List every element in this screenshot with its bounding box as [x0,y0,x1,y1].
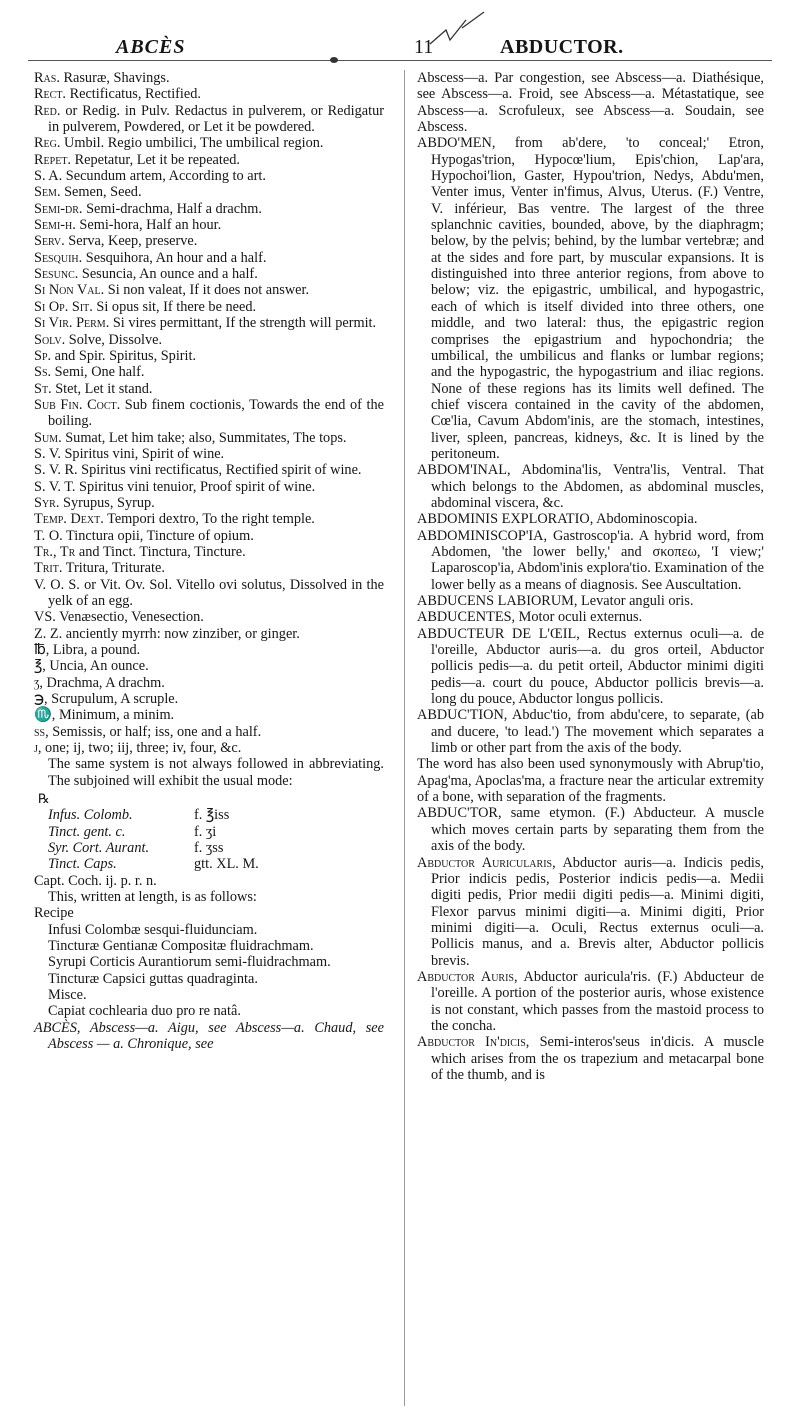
entry-headword: S. V. R. [34,462,78,479]
dictionary-entry [417,609,764,625]
entry-text: Spiritus vini rectificatus, Rectified spirit of wine. [77,462,362,479]
recipe-line: Capiat cochlearia duo pro re natâ. [48,1003,241,1020]
recipe-capt: Capt. Coch. ij. p. r. n. [34,872,157,889]
entry-text: Tritura, Triturate. [62,560,165,577]
recipe-ingredient: Tinct. Caps. [48,856,117,873]
entry-text: Abdominoscopia. [593,511,698,528]
dictionary-entry [417,855,764,969]
entry-headword: Sem. [34,184,61,201]
entry-text: Umbil. Regio umbilici, The umbilical region. [60,135,324,152]
dictionary-entry [34,266,384,282]
page-number: 11 [414,36,434,58]
entry-headword: ABDOMINISCOP'IA, [417,527,548,544]
handwritten-mark-icon [426,10,486,50]
entry-text: Venæsectio, Venesection. [55,609,204,626]
dictionary-entry [34,511,384,527]
entry-headword: Solv. [34,331,66,348]
entry-headword: Sp. [34,347,52,364]
dictionary-entry [34,642,384,658]
dictionary-entry [34,658,384,674]
entry-text: Solve, Dissolve. [65,331,163,348]
entry-text: The word has also been used synonymously with Abrup'tio, Apag'ma, Apoclas'ma, a fracture near the articular extremity of a bone, with separation of the fragments. [417,756,764,806]
recipe-row [34,824,384,840]
entry-headword: Si Vir. Perm. [34,315,110,332]
entry-text: Drachma, A drachm. [42,674,165,691]
entry-headword: ♏, [34,707,56,724]
recipe-line: Syrupi Corticis Aurantiorum semi-fluidrachmam. [48,954,331,971]
entry-headword: T. O. [34,527,63,544]
entry-text: Abduc'tio, from abdu'cere, to separate, (ab and ducere, 'to lead.') The movement which separates a limb or other part from the axis of the body. [431,707,764,757]
entry-text: Abdomina'lis, Ventra'lis, Ventral. That which belongs to the Abdomen, as abdominal muscles, abdominal viscera, &c. [431,462,764,511]
dictionary-entry [34,348,384,364]
dictionary-entry [417,1034,764,1083]
dictionary-entry [417,756,764,805]
entry-text: Abductor auricula'ris. (F.) Abducteur de l'oreille. A portion of the posterior auris, whose existence is not constant, which passes from the mastoid process to the concha. [431,968,764,1034]
dictionary-entry [34,250,384,266]
recipe-row [34,807,384,823]
dictionary-entry [34,756,384,789]
entry-headword: ℥, [34,658,46,675]
recipe-line: Tincturæ Capsici guttas quadraginta. [48,970,258,987]
entry-headword: Sub Fin. Coct. [34,396,121,413]
entry-text: anciently myrrh: now zinziber, or ginger. [62,625,300,642]
entry-headword: ss, [34,723,49,740]
dictionary-entry [417,593,764,609]
entry-headword: VS. [34,609,56,626]
entry-text: Stet, Let it stand. [51,380,153,397]
entry-headword: ABDOM'INAL, [417,462,511,479]
entry-text: Abductor auris—a. Indicis pedis, Prior indicis pedis, Posterior indicis pedis—a. Medii digiti pedis, Prior medii digiti pedis—a. Minimi digiti, Flexor parvus minimi digiti—a. Minimi digiti, Prior minimi digiti—a. Oculi, Rectus externus oculi—a. Pollicis manus, and a. Brevis alter, Abductor pollicis brevis. [431,854,764,969]
entry-headword: ABDOMINIS EXPLORATIO, [417,511,594,528]
entry-headword: j, [34,740,42,757]
entry-text: Sumat, Let him take; also, Summitates, The tops. [61,429,347,446]
dictionary-entry [417,528,764,593]
entry-text: Sesuncia, An ounce and a half. [78,266,258,283]
recipe-quantity: f. ʒi [194,823,217,840]
dictionary-entry [34,86,384,102]
entry-text: Rectus externus oculi—a. de l'oreille, Abductor auris—a. du gros orteil, Abductor pollicis pedis—a. du petit orteil, Abductor minimi digiti pedis—a. court du pouce, Abductor pollicis brevis—a. long du pouce, Abductor longus pollicis. [431,625,764,708]
entry-text: or Vit. Ov. Sol. Vitello ovi solutus, Dissolved in the yelk of an egg. [48,576,384,609]
entry-text: The same system is not always followed in abbreviating. The subjoined will exhibit the usual mode: [48,756,384,789]
entry-headword: Sum. [34,429,62,446]
dictionary-entry [34,364,384,380]
entry-headword: ABDUCTEUR DE L'ŒIL, [417,625,580,642]
recipe-ingredient: Syr. Cort. Aurant. [48,840,150,857]
entry-text: Spiritus vini tenuior, Proof spirit of wine. [75,478,316,495]
entry-headword: Si Non Val. [34,282,105,299]
entry-text: or Redig. in Pulv. Redactus in pulverem, or Redigatur in pulverem, Powdered, or Let it be powdered. [48,102,384,136]
dictionary-entry [34,201,384,217]
entry-text: Semi-hora, Half an hour. [75,217,222,234]
dictionary-entry [34,577,384,610]
entry-text: Libra, a pound. [49,642,141,659]
header-right-word: ABDUCTOR. [500,36,624,58]
right-column [404,70,764,1406]
entry-text: Scrupulum, A scruple. [47,691,179,708]
dictionary-entry [34,217,384,233]
entry-text: Semen, Seed. [60,184,142,201]
dictionary-entry [34,397,384,430]
entry-headword: Si Op. Sit. [34,298,93,315]
recipe-quantity: gtt. XL. M. [194,856,259,873]
entry-headword: Ras. [34,70,60,86]
dictionary-entry [34,184,384,200]
entry-text: Semi-drachma, Half a drachm. [82,200,262,217]
dictionary-entry [34,381,384,397]
dictionary-entry [34,740,384,756]
entry-headword: Z. Z. [34,625,63,642]
entry-headword: Abductor Auricularis, [417,854,556,871]
dictionary-entry [417,462,764,511]
entry-headword: Syr. [34,494,60,511]
dictionary-entry [34,479,384,495]
dictionary-entry [34,332,384,348]
entry-text: Motor oculi externus. [515,609,643,626]
entry-headword: Sesquih. [34,249,83,266]
dictionary-entry [417,707,764,756]
entry-headword: Ss. [34,364,52,381]
entry-headword: ℔, [34,642,50,659]
entry-headword: St. [34,380,52,397]
entry-text: Syrupus, Syrup. [59,494,155,511]
entry-headword: Semi-h. [34,217,76,234]
dictionary-entry [417,135,764,462]
entry-headword: Serv. [34,233,65,250]
dictionary-entry [34,724,384,740]
dictionary-entry [417,626,764,708]
entry-text: Sub finem coctionis, Towards the end of the boiling. [48,396,384,430]
entry-headword: ABDO'MEN, [417,135,496,152]
entry-headword: ℈, [34,691,48,708]
dictionary-entry [417,805,764,854]
entry-text: same etymon. (F.) Abducteur. A muscle which moves certain parts by separating them from the axis of the body. [431,805,764,855]
dictionary-entry [34,609,384,625]
entry-text: Serva, Keep, preserve. [64,233,198,250]
entry-headword: Tr., Tr [34,543,76,560]
dictionary-entry [34,103,384,136]
dictionary-entry [34,70,384,86]
entry-headword: Reg. [34,135,61,152]
dictionary-entry [34,135,384,151]
entry-headword: ʒ, [34,674,43,691]
dictionary-entry [34,152,384,168]
recipe-word: Recipe [34,905,74,922]
recipe-ingredient: Infus. Colomb. [48,807,133,824]
entry-text: Rectificatus, Rectified. [66,86,201,103]
recipe-ingredient: Tinct. gent. c. [48,823,126,840]
entry-headword: S. V. [34,445,61,462]
dictionary-entry [34,430,384,446]
recipe-quantity: f. ʒss [194,840,224,857]
entry-text: Tempori dextro, To the right temple. [103,511,315,528]
entry-text: Si vires permittant, If the strength will permit. [109,315,377,332]
entry-headword: S. V. T. [34,478,76,495]
entry-text: Spiritus vini, Spirit of wine. [60,445,225,462]
entry-text: Gastroscop'ia. A hybrid word, from Abdomen, 'the lower belly,' and σκοπεω, 'I view;' Laparoscop'ia, Abdom'inis explora'tio. Examination of the lower belly as a means of diagnosis. See Auscultation. [431,527,764,593]
entry-headword: S. A. [34,168,63,185]
dictionary-entry [417,70,764,135]
entry-headword: V. O. S. [34,576,80,593]
dictionary-entry [34,544,384,560]
recipe-written: This, written at length, is as follows: [48,889,257,905]
dictionary-entry [417,969,764,1034]
entry-headword: Temp. Dext. [34,511,104,528]
dictionary-entry [34,560,384,576]
dictionary-entry [34,299,384,315]
dictionary-entry [34,168,384,184]
entry-text: Si opus sit, If there be need. [92,298,257,315]
entry-text: Minimum, a minim. [55,707,175,724]
entry-text: Semissis, or half; iss, one and a half. [48,723,262,740]
entry-headword: ABDUC'TION, [417,707,508,724]
entry-text: and Tinct. Tinctura, Tincture. [75,543,246,560]
entry-text: Repetatur, Let it be repeated. [71,151,240,168]
dictionary-entry [34,233,384,249]
entry-text: Semi-interos'seus in'dicis. A muscle which arises from the os trapezium and metacarpal bone of the thumb, and is [431,1034,765,1083]
dictionary-entry [34,315,384,331]
recipe-quantity: f. ℥iss [194,807,230,824]
entry-text: Abscess—a. Par congestion, see Abscess—a. Diathésique, see Abscess—a. Froid, see Abscess—a. Métastatique, see Abscess—a. Scrofuleux, see Abscess—a. Soudain, see Abscess. [417,70,764,136]
entry-text: Uncia, An ounce. [45,658,149,675]
entry-text: and Spir. Spiritus, Spirit. [51,347,197,364]
dictionary-entry [34,462,384,478]
entry-text: Tinctura opii, Tincture of opium. [62,527,254,544]
dictionary-entry [34,626,384,642]
dictionary-entry [34,446,384,462]
entry-headword: Abductor Auris, [417,968,518,985]
entry-headword: Trit. [34,560,63,577]
entry-headword: Repet. [34,151,71,168]
left-column [34,70,384,1052]
running-header [28,36,772,66]
recipe-line: Infusi Colombæ sesqui-fluidunciam. [48,921,258,938]
entry-headword: Semi-dr. [34,200,83,217]
entry-headword: Sesunc. [34,266,79,283]
entry-headword: Rect. [34,86,66,103]
dictionary-entry [417,511,764,527]
entry-text: Si non valeat, If it does not answer. [104,282,310,299]
entry-text: Secundum artem, According to art. [62,168,266,185]
entry-text: Rasuræ, Shavings. [59,70,170,86]
recipe-line: Tincturæ Gentianæ Compositæ fluidrachmam. [48,938,314,955]
entry-text: from ab'dere, 'to conceal;' Etron, Hypogas'trion, Hypocœ'lium, Epis'chion, Lap'ara, Hypochoi'lion, Gaster, Hypou'trion, Nedys, Abdu'men, Venter imus, Venter in'fimus, Alvus, Uterus. (F.) Ventre, V. inférieur, Bas ventre. The largest of the three splanchnic cavities, bounded, above, by the diaphragm; below, by the pelvis; behind, by the lumbar vertebræ; and at the sides and fore part, by muscular expansions. It is distinguished into three anterior regions, from above to below; viz. the epigastric, umbilical, and hypogastric, each of which is itself divided into three others, one middle, and two lateral: thus, the epigastric region comprises the epigastrium and hypochondria; the umbilical, the umbilicus and flanks or lumbar regions; and the hypogastric, the hypogastrium and iliac regions. None of these regions has its limits well defined. The chief viscera contained in the cavity of the abdomen, Cœ'lia, Cavum Abdom'inis, are the stomach, intestines, liver, spleen, pancreas, kidneys, &c. It is lined by the peritoneum. [431,135,764,462]
recipe-line: Misce. [48,987,87,1004]
entry-text: Sesquihora, An hour and a half. [82,249,267,266]
dictionary-entry [34,675,384,691]
recipe-row [34,856,384,872]
entry-abces: ABCÈS, Abscess—a. Aigu, see Abscess—a. Chaud, see Abscess — a. Chronique, see [34,1019,384,1053]
entry-text: Levator anguli oris. [577,593,694,609]
entry-headword: ABDUCENS LABIORUM, [417,593,578,609]
entry-headword: ABDUC'TOR, [417,805,502,822]
recipe-row [34,840,384,856]
dictionary-entry [34,282,384,298]
header-rule [28,60,772,61]
header-left-word: ABCÈS [116,36,186,58]
entry-text: Semi, One half. [51,364,145,381]
dictionary-entry [34,691,384,707]
entry-text: one; ij, two; iij, three; iv, four, &c. [41,740,242,757]
rule-ornament [330,57,338,63]
entry-headword: ABDUCENTES, [417,609,516,626]
recipe-example [34,791,384,1052]
rx-symbol: ℞ [38,791,50,807]
dictionary-entry [34,528,384,544]
dictionary-entry [34,495,384,511]
entry-headword: Abductor In'dicis, [417,1034,530,1051]
entry-headword: Red. [34,102,61,119]
dictionary-entry [34,707,384,723]
